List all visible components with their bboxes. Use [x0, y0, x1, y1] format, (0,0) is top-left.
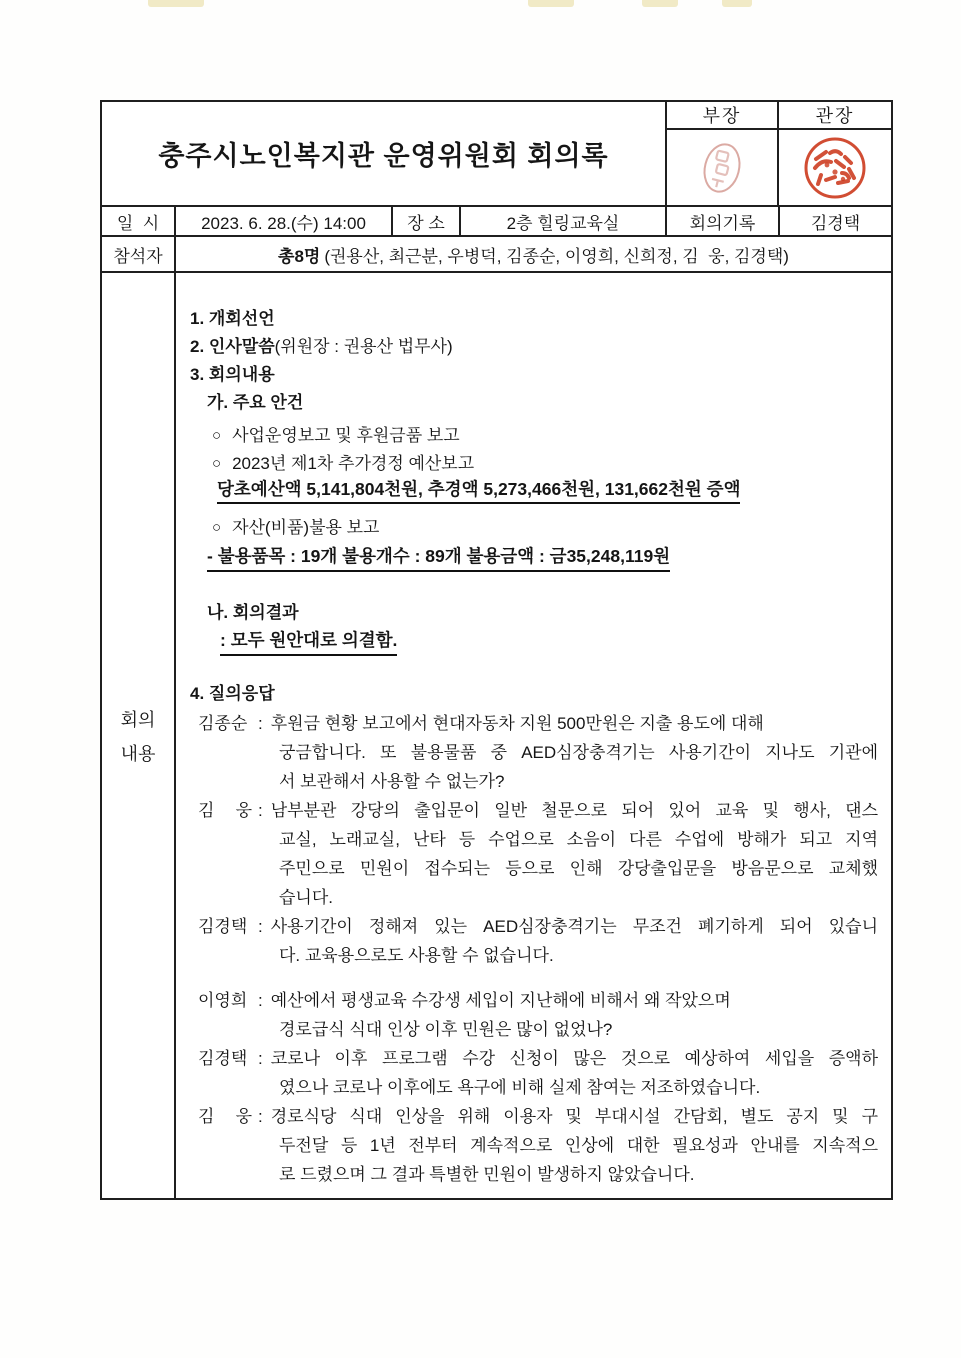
agenda-item-2 — [190, 333, 878, 361]
approval-label-manager: 부장 — [667, 102, 777, 130]
agenda-item-3-no: 3. — [190, 365, 205, 384]
circle-bullet-icon: ○ — [212, 455, 222, 472]
minutes-label-line2: 내용 — [120, 743, 156, 764]
speaker-name: 이영희 — [198, 991, 248, 1010]
scan-smudge — [528, 0, 574, 7]
qa-heading — [190, 679, 878, 709]
scan-smudge — [148, 0, 204, 7]
qa-text-line: 로 드렸으며 그 결과 특별한 민원이 발생하지 않았습니다. — [279, 1165, 695, 1184]
title-cell — [102, 102, 665, 205]
disposal-note: - 불용품목 : 19개 불용개수 : 89개 불용금액 : 금35,248,119원 — [207, 543, 670, 572]
budget-note-line — [190, 477, 878, 503]
agenda-item-1-no: 1. — [190, 309, 205, 328]
qa-text-line: 사용기간이 정해져 있는 AED심장충격기는 무조건 폐기하게 되어 있습니 — [270, 917, 878, 936]
qa-heading-title: 질의응답 — [208, 684, 275, 703]
agenda-item-3-title: 회의내용 — [208, 365, 275, 384]
agenda-item-2-detail: (위원장 : 권용산 법무사) — [274, 337, 453, 356]
disposal-note-line — [190, 543, 878, 571]
agenda-item-1 — [190, 305, 878, 333]
minutes-content — [174, 273, 891, 1198]
qa-text-line: 두전달 등 1년 전부터 계속적으로 인상에 대한 필요성과 안내를 지속적으 — [279, 1136, 878, 1155]
qa-entry — [190, 912, 878, 970]
oval-seal-stamp-icon — [700, 139, 744, 197]
circle-bullet-icon: ○ — [212, 519, 222, 536]
qa-text-line: 였으나 코로나 이후에도 욕구에 비해 실제 참여는 저조하였습니다. — [279, 1078, 761, 1097]
qa-text-line: 경로급식 식대 인상 이후 민원은 많이 없었나? — [279, 1020, 613, 1039]
meeting-result: : 모두 원안대로 의결함. — [220, 627, 397, 656]
qa-text-line: 주민으로 민원이 접수되는 등으로 인해 강당출입문을 방음문으로 교체했 — [279, 859, 878, 878]
qa-text-line: 남부분관 강당의 출입문이 일반 철문으로 되어 있어 교육 및 행사, 댄스 — [270, 801, 878, 820]
agenda-item-1-title: 개회선언 — [208, 309, 275, 328]
speaker-colon: : — [258, 801, 263, 820]
recorder-value: 김경택 — [778, 207, 891, 235]
qa-entry — [190, 1102, 878, 1189]
qa-text-line: 교실, 노래교실, 난타 등 수업으로 소음이 다른 수업에 방해가 되고 지역 — [279, 830, 878, 849]
speaker-name: 김 웅 — [198, 1107, 252, 1126]
approval-stamp-cell-director — [779, 130, 891, 205]
attendees-count: 총8명 — [278, 246, 321, 266]
qa-text-line: 궁금합니다. 또 불용물품 중 AED심장충격기는 사용기간이 지나도 기관에 — [279, 743, 878, 762]
place-value: 2층 힐링교육실 — [459, 207, 665, 235]
agenda-bullet-3 — [190, 513, 878, 543]
blank-gap — [190, 970, 878, 986]
circle-bullet-icon: ○ — [212, 427, 222, 444]
agenda-sub-a: 가. 주요 안건 — [207, 393, 304, 412]
page-title: 충주시노인복지관 운영위원회 회의록 — [158, 141, 609, 171]
minutes-row — [102, 271, 891, 1198]
scan-smudge — [722, 0, 752, 7]
round-seal-stamp-icon — [802, 135, 868, 201]
qa-entry — [190, 986, 878, 1044]
qa-entry — [190, 796, 878, 912]
qa-heading-no: 4. — [190, 684, 205, 703]
minutes-row-label — [102, 273, 174, 1198]
agenda-bullet-1-text: 사업운영보고 및 후원금품 보고 — [232, 426, 460, 445]
date-label: 일 시 — [116, 213, 160, 233]
minutes-label-line1: 회의 — [120, 709, 156, 730]
agenda-bullet-2 — [190, 451, 878, 477]
meeting-result-line — [190, 627, 878, 655]
speaker-colon: : — [258, 714, 263, 733]
speaker-colon: : — [258, 1107, 263, 1126]
info-row — [102, 205, 891, 235]
approval-column-manager — [665, 102, 777, 205]
approval-column-director — [777, 102, 891, 205]
qa-entry — [190, 709, 878, 796]
attendees-value — [174, 237, 891, 271]
date-value: 2023. 6. 28.(수) 14:00 — [174, 207, 391, 235]
agenda-item-2-title: 인사말씀 — [208, 337, 275, 356]
agenda-bullet-3-text: 자산(비품)불용 보고 — [232, 518, 380, 537]
attendees-row — [102, 235, 891, 271]
qa-text-line: 다. 교육용으로도 사용할 수 없습니다. — [279, 946, 554, 965]
qa-text-line: 후원금 현황 보고에서 현대자동차 지원 500만원은 지출 용도에 대해 — [270, 714, 764, 733]
document-header — [102, 102, 891, 205]
speaker-colon: : — [258, 991, 263, 1010]
qa-text-line: 예산에서 평생교육 수강생 세입이 지난해에 비해서 왜 작았으며 — [270, 991, 731, 1010]
attendees-names: (권용산, 최근분, 우병덕, 김종순, 이영희, 신희정, 김 웅, 김경택) — [324, 246, 789, 266]
speaker-colon: : — [258, 917, 263, 936]
speaker-name: 김경택 — [198, 917, 248, 936]
speaker-name: 김종순 — [198, 714, 248, 733]
speaker-name: 김경택 — [198, 1049, 248, 1068]
approval-stamp-cell-manager — [667, 130, 777, 205]
scan-smudge — [642, 0, 678, 7]
speaker-name: 김 웅 — [198, 801, 252, 820]
qa-text-line: 코로나 이후 프로그램 수강 신청이 많은 것으로 예상하여 세입을 증액하 — [270, 1049, 878, 1068]
qa-text-line: 서 보관해서 사용할 수 없는가? — [279, 772, 505, 791]
recorder-label: 회의기록 — [665, 207, 778, 235]
budget-note: 당초예산액 5,141,804천원, 추경액 5,273,466천원, 131,662천원 증액 — [217, 477, 740, 504]
agenda-item-3 — [190, 361, 878, 389]
speaker-colon: : — [258, 1049, 263, 1068]
attendees-label: 참석자 — [113, 246, 163, 266]
agenda-bullet-2-text: 2023년 제1차 추가경정 예산보고 — [232, 454, 475, 473]
agenda-sub-b: 나. 회의결과 — [207, 603, 299, 622]
meeting-minutes-document — [100, 100, 893, 1200]
approval-label-director: 관장 — [779, 102, 891, 130]
agenda-bullet-1 — [190, 421, 878, 451]
agenda-item-2-no: 2. — [190, 337, 205, 356]
place-label: 장 소 — [391, 207, 459, 235]
qa-text-line: 경로식당 식대 인상을 위해 이용자 및 부대시설 간담회, 별도 공지 및 구 — [270, 1107, 878, 1126]
qa-entry — [190, 1044, 878, 1102]
qa-text-line: 습니다. — [279, 888, 333, 907]
